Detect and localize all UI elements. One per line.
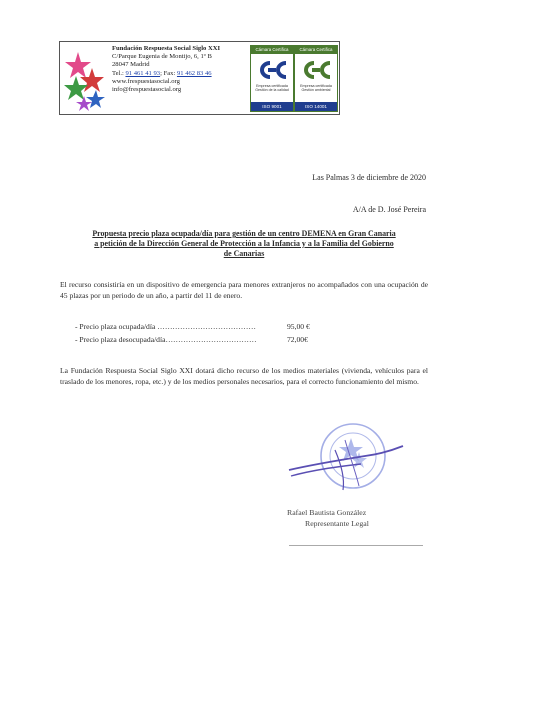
price-row-occupied	[75, 322, 325, 331]
body-paragraph-2: La Fundación Respuesta Social Siglo XXI dotará dicho recurso de los medios materiales (vivienda, vehículos para el traslado de los menores, ropa, etc.) y de los medios personales necesarios, para el correcto funcionamiento del mismo.	[60, 366, 428, 386]
org-address-line2: 28047 Madrid	[112, 61, 150, 69]
price-label: - Precio plaza desocupada/día………………………………	[75, 335, 257, 344]
letter-date: Las Palmas 3 de diciembre de 2020	[312, 173, 426, 182]
title-line: de Canarias	[223, 249, 265, 258]
certification-logo-icon	[299, 59, 333, 81]
price-label: - Precio plaza ocupada/día …………………………………	[75, 322, 256, 331]
org-phone-line	[112, 70, 252, 78]
signature-divider	[289, 545, 423, 546]
body-paragraph-1: El recurso consistiría en un dispositivo de emergencia para menores extranjeros no acompañados con una ocupación de 45 plazas por un periodo de un año, a partir del 11 de enero.	[60, 280, 428, 300]
letterhead	[59, 41, 340, 115]
price-row-unoccupied	[75, 335, 325, 344]
signature-stamp-icon	[285, 420, 410, 502]
org-email[interactable]: info@frespuestasocial.org	[112, 86, 182, 94]
price-value: 95,00 €	[287, 322, 310, 331]
letter-recipient: A/A de D. José Pereira	[352, 205, 426, 214]
cert-iso-label: ISO 14001	[295, 102, 337, 111]
fax-label: ; Fax:	[160, 69, 176, 77]
title-line: a petición de la Dirección General de Protección a la Infancia y a la Familia del Gobierno	[94, 239, 394, 248]
signer-name: Rafael Bautista González	[287, 508, 367, 517]
title-line: Propuesta precio plaza ocupada/día para gestión de un centro DEMENA en Gran Canaria	[92, 229, 396, 238]
org-name: Fundación Respuesta Social Siglo XXI	[112, 45, 221, 52]
certification-logo-icon	[255, 59, 289, 81]
price-value: 72,00€	[287, 335, 308, 344]
tel-link[interactable]: 91 461 41 93	[125, 69, 161, 77]
star-logo-icon	[62, 46, 110, 112]
cert-iso-label: ISO 9001	[251, 102, 293, 111]
org-website[interactable]: www.frespuestasocial.org	[112, 77, 180, 85]
org-address-line1: C/Parque Eugenia de Montijo, 6, 1º B	[112, 53, 212, 61]
cert-sub1: Empresa certificada	[256, 84, 288, 88]
cert-sub2: Gestión ambiental	[301, 88, 331, 93]
cert-sub2: Gestión de la calidad	[255, 88, 289, 93]
cert-sub1: Empresa certificada	[300, 84, 332, 88]
iso-9001-certificate	[250, 45, 294, 112]
fax-link[interactable]: 91 462 83 46	[176, 69, 212, 77]
cert-title: Cámara Certifica	[295, 46, 337, 54]
iso-14001-certificate	[294, 45, 338, 112]
letter-title	[60, 229, 428, 259]
cert-title: Cámara Certifica	[251, 46, 293, 54]
signer-role: Representante Legal	[305, 519, 369, 528]
tel-label: Tel.:	[112, 69, 124, 77]
org-contact-block	[112, 45, 252, 94]
